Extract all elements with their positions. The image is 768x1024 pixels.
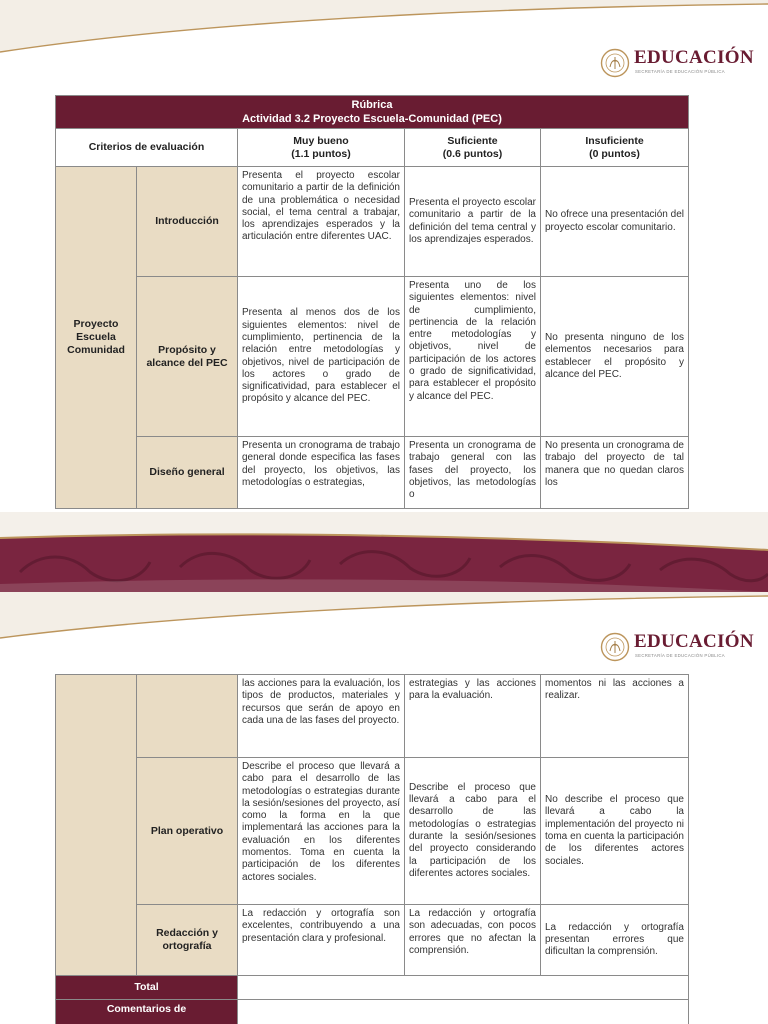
decorative-band-pattern — [0, 512, 768, 592]
criterion-diseno: Diseño general — [137, 437, 238, 509]
comments-value-cell[interactable] — [238, 1000, 689, 1024]
muy-bueno-plan-operativo: Describe el proceso que llevará a cabo para el desarrollo de las metodologías o estrategias durante la sesión/sesiones del proyecto, así como la forma en la que implementará las acciones para la evaluación en los diferentes momentos. Toma en cuenta la participación de los diferentes actores sociales. — [238, 758, 405, 905]
total-label: Total — [56, 976, 238, 1000]
logo-text-2: EDUCACIÓN — [634, 631, 754, 652]
muy-bueno-introduccion: Presenta el proyecto escolar comunitario a partir de la definición de una problemática o necesidad social, el tema central a trabajar, los aprendizajes esperados y la articulación entre diferentes UAC. — [238, 167, 405, 277]
row-plan-operativo — [56, 758, 689, 905]
rubric-subtitle-text: Actividad 3.2 Proyecto Escuela-Comunidad (PEC) — [242, 113, 502, 125]
suficiente-proposito: Presenta uno de los siguientes elementos: nivel de cumplimiento, pertinencia de la relación entre metodologías y objetivos, nivel de participación de los actores o grado de significatividad, para establecer el propósito y alcance del PEC. — [405, 277, 541, 437]
total-value-cell[interactable] — [238, 976, 689, 1000]
category-cell-continued — [56, 675, 137, 976]
row-redaccion — [56, 905, 689, 976]
header-insuficiente-points: (0 puntos) — [589, 147, 640, 160]
national-seal-icon — [600, 632, 630, 662]
row-total — [56, 976, 689, 1000]
document-page-2 — [0, 592, 768, 1024]
muy-bueno-diseno: Presenta un cronograma de trabajo general donde especifica las fases del proyecto, los objetivos, las metodologías o estrategias, — [238, 437, 405, 509]
header-muy-bueno — [238, 129, 405, 167]
header-criteria: Criterios de evaluación — [56, 129, 238, 167]
muy-bueno-redaccion: La redacción y ortografía son excelentes, contribuyendo a una presentación clara y profesional. — [238, 905, 405, 976]
rubric-table — [55, 95, 689, 509]
header-suficiente — [405, 129, 541, 167]
row-proposito — [56, 277, 689, 437]
rubric-header-row — [56, 129, 689, 167]
criterion-introduccion: Introducción — [137, 167, 238, 277]
rubric-title — [56, 96, 689, 129]
insuficiente-proposito: No presenta ninguno de los elementos necesarios para establecer el propósito y alcance del PEC. — [541, 277, 689, 437]
logo-subtitle-2: SECRETARÍA DE EDUCACIÓN PÚBLICA — [635, 653, 725, 658]
criterion-plan-operativo: Plan operativo — [137, 758, 238, 905]
insuficiente-diseno: No presenta un cronograma de trabajo del proyecto de tal manera que no quedan claros los — [541, 437, 689, 509]
row-comments — [56, 1000, 689, 1024]
category-cell: Proyecto Escuela Comunidad — [56, 167, 137, 509]
row-introduccion — [56, 167, 689, 277]
header-insuficiente-label: Insuficiente — [585, 134, 644, 147]
muy-bueno-proposito: Presenta al menos dos de los siguientes elementos: nivel de cumplimiento, pertinencia de la relación entre metodologías y objetivos, nivel de participación de los actores o grado de significatividad, para establecer el propósito y alcance del PEC. — [238, 277, 405, 437]
insuficiente-plan-operativo: No describe el proceso que llevará a cabo la implementación del proyecto ni toma en cuenta la participación de los diferentes actores sociales. — [541, 758, 689, 905]
logo-subtitle: SECRETARÍA DE EDUCACIÓN PÚBLICA — [635, 69, 725, 74]
criterion-diseno-continued — [137, 675, 238, 758]
suficiente-plan-operativo: Describe el proceso que llevará a cabo para el desarrollo de las metodologías o estrategias durante la sesión/sesiones del proyecto considerando la participación de los diferentes actores sociales. — [405, 758, 541, 905]
header-insuficiente — [541, 129, 689, 167]
rubric-table-continued — [55, 674, 689, 1024]
criterion-redaccion: Redacción y ortografía — [137, 905, 238, 976]
suficiente-redaccion: La redacción y ortografía son adecuadas, con pocos errores que no afectan la comprensión. — [405, 905, 541, 976]
education-logo-2 — [600, 632, 760, 664]
suficiente-diseno: Presenta un cronograma de trabajo general con las fases del proyecto, los objetivos, las metodologías o — [405, 437, 541, 509]
header-suficiente-label: Suficiente — [447, 134, 498, 147]
comments-label: Comentarios de — [56, 1000, 238, 1024]
muy-bueno-diseno-continued: las acciones para la evaluación, los tipos de productos, materiales y recursos que serán de apoyo en cada una de las fases del proyecto. — [238, 675, 405, 758]
header-suficiente-points: (0.6 puntos) — [442, 147, 503, 160]
suficiente-introduccion: Presenta el proyecto escolar comunitario a partir de la definición del tema central y los aprendizajes esperados. — [405, 167, 541, 277]
header-muy-bueno-points: (1.1 puntos) — [291, 147, 351, 160]
insuficiente-introduccion: No ofrece una presentación del proyecto escolar comunitario. — [541, 167, 689, 277]
criterion-proposito: Propósito y alcance del PEC — [137, 277, 238, 437]
row-diseno-continued — [56, 675, 689, 758]
rubric-title-text: Rúbrica — [351, 99, 393, 111]
rubric-title-row — [56, 96, 689, 129]
logo-text: EDUCACIÓN — [634, 47, 754, 68]
suficiente-diseno-continued: estrategias y las acciones para la evaluación. — [405, 675, 541, 758]
national-seal-icon — [600, 48, 630, 78]
row-diseno — [56, 437, 689, 509]
header-muy-bueno-label: Muy bueno — [293, 134, 349, 147]
decorative-page-separator — [0, 512, 768, 592]
insuficiente-diseno-continued: momentos ni las acciones a realizar. — [541, 675, 689, 758]
insuficiente-redaccion: La redacción y ortografía presentan errores que dificultan la comprensión. — [541, 905, 689, 976]
education-logo — [600, 48, 760, 80]
